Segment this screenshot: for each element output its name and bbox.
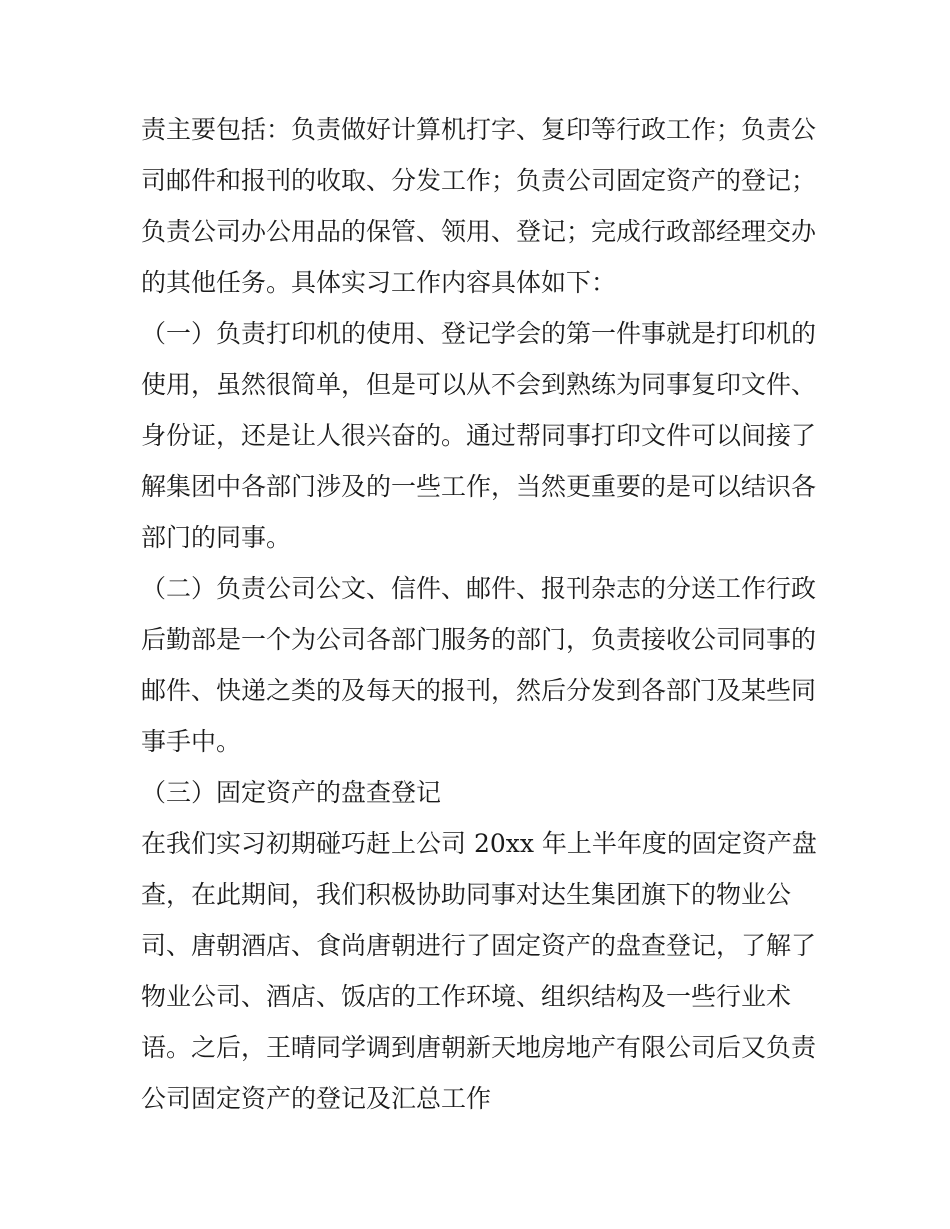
- text-line: 使用，虽然很简单，但是可以从不会到熟练为同事复印文件、: [141, 370, 817, 399]
- document-body: [141, 104, 821, 1124]
- text-line: 解集团中各部门涉及的一些工作，当然更重要的是可以结识各: [141, 472, 817, 501]
- text-line: 责主要包括：负责做好计算机打字、复印等行政工作；负责公: [141, 115, 817, 144]
- text-line: 身份证，还是让人很兴奋的。通过帮同事打印文件可以间接了: [141, 421, 817, 450]
- text-line: 邮件、快递之类的及每天的报刊，然后分发到各部门及某些同: [141, 676, 817, 705]
- text-line: 公司固定资产的登记及汇总工作: [141, 1084, 492, 1113]
- text-line: 负责公司办公用品的保管、领用、登记；完成行政部经理交办: [141, 217, 817, 246]
- text-line: 的其他任务。具体实习工作内容具体如下：: [141, 268, 617, 297]
- text-line: 司、唐朝酒店、食尚唐朝进行了固定资产的盘查登记，了解了: [141, 931, 817, 960]
- section-heading-2: （二）负责公司公文、信件、邮件、报刊杂志的分送工作行政: [141, 574, 817, 603]
- text-line: 在我们实习初期碰巧赶上公司 20xx 年上半年度的固定资产盘: [141, 829, 817, 858]
- text-line: 查，在此期间，我们积极协助同事对达生集团旗下的物业公: [141, 880, 792, 909]
- text-line: 后勤部是一个为公司各部门服务的部门，负责接收公司同事的: [141, 625, 817, 654]
- text-line: 物业公司、酒店、饭店的工作环境、组织结构及一些行业术: [141, 982, 792, 1011]
- text-line: 事手中。: [141, 727, 242, 756]
- text-line: 司邮件和报刊的收取、分发工作；负责公司固定资产的登记；: [141, 166, 817, 195]
- text-line: 部门的同事。: [141, 523, 292, 552]
- section-heading-1: （一）负责打印机的使用、登记学会的第一件事就是打印机的: [141, 319, 817, 348]
- text-line: 语。之后，王晴同学调到唐朝新天地房地产有限公司后又负责: [141, 1033, 817, 1062]
- section-heading-3: （三）固定资产的盘查登记: [141, 778, 442, 807]
